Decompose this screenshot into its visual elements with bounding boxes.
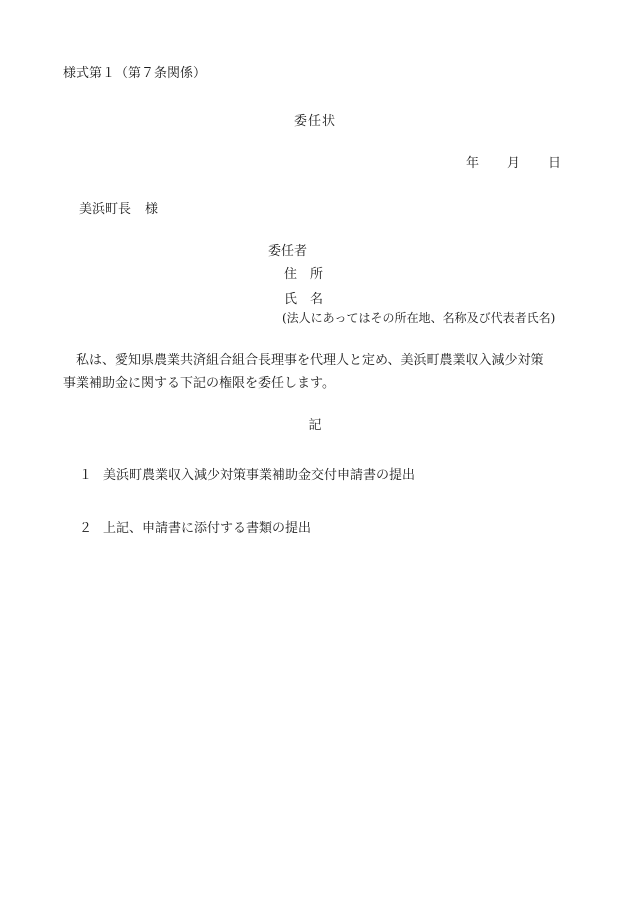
corporation-note: (法人にあってはその所在地、名称及び代表者氏名) <box>282 311 556 325</box>
address-label-part1: 住 <box>284 267 298 282</box>
date-month-label: 月 <box>507 156 521 171</box>
item-number: ２ <box>79 521 93 536</box>
name-label-part1: 氏 <box>284 292 298 307</box>
date-day-label: 日 <box>548 156 562 171</box>
item-text: 上記、申請書に添付する書類の提出 <box>103 521 312 536</box>
name-label <box>284 292 323 308</box>
address-label-part2: 所 <box>310 267 324 282</box>
recipient <box>79 202 158 218</box>
ki-heading: 記 <box>308 418 322 433</box>
body-line-1: 私は、愛知県農業共済組合組合長理事を代理人と定め、美浜町農業収入減少対策 <box>76 353 544 368</box>
address-label <box>284 267 323 283</box>
item-number: １ <box>79 468 93 483</box>
body-line-2: 事業補助金に関する下記の権限を委任します。 <box>63 376 335 391</box>
recipient-name: 美浜町長 <box>79 202 132 217</box>
delegator-label: 委任者 <box>268 244 308 259</box>
form-number: 様式第１（第７条関係） <box>63 66 207 81</box>
date-line <box>466 156 561 172</box>
date-year-label: 年 <box>466 156 480 171</box>
item-text: 美浜町農業収入減少対策事業補助金交付申請書の提出 <box>103 468 416 483</box>
name-label-part2: 名 <box>310 292 324 307</box>
body-text <box>63 349 583 395</box>
recipient-honorific: 様 <box>145 202 159 217</box>
list-item <box>79 521 311 537</box>
list-item <box>79 468 415 484</box>
document-title: 委任状 <box>293 114 336 129</box>
